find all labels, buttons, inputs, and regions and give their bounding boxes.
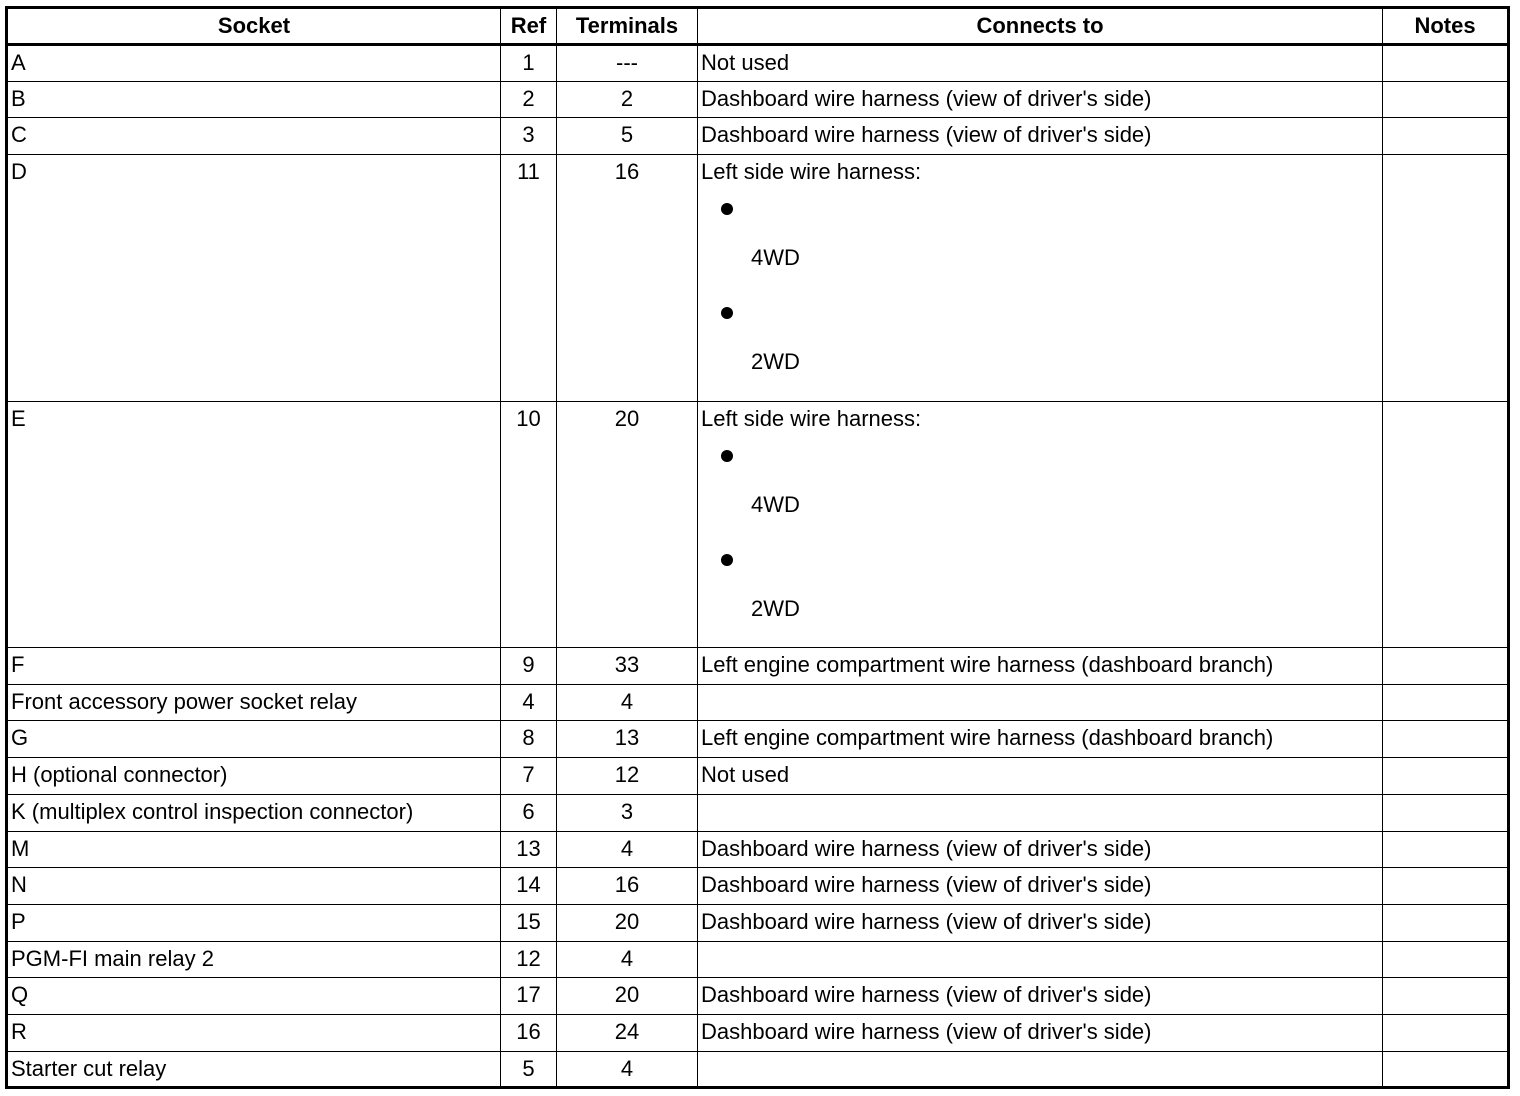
header-terminals: Terminals (557, 8, 698, 45)
terminals-cell: 24 (557, 1014, 698, 1051)
notes-cell (1383, 831, 1509, 868)
terminals-cell: 4 (557, 1051, 698, 1088)
notes-cell (1383, 721, 1509, 758)
notes-cell (1383, 45, 1509, 82)
header-ref: Ref (501, 8, 557, 45)
bullet-item (701, 540, 1379, 644)
notes-cell (1383, 648, 1509, 685)
table-row (7, 45, 1509, 82)
terminals-cell: 13 (557, 721, 698, 758)
connects-to-cell (698, 401, 1383, 648)
connects-to-cell (698, 684, 1383, 721)
table-row (7, 648, 1509, 685)
terminals-cell: --- (557, 45, 698, 82)
bullet-dot-icon (721, 450, 733, 462)
bullet-dot-icon (721, 307, 733, 319)
socket-cell: N (7, 868, 501, 905)
socket-cell: E (7, 401, 501, 648)
header-connects-to: Connects to (698, 8, 1383, 45)
notes-cell (1383, 401, 1509, 648)
table-row (7, 118, 1509, 155)
ref-cell: 15 (501, 904, 557, 941)
notes-cell (1383, 904, 1509, 941)
socket-cell: D (7, 155, 501, 402)
ref-cell: 7 (501, 758, 557, 795)
terminals-cell: 2 (557, 81, 698, 118)
connects-to-cell: Dashboard wire harness (view of driver's side) (698, 978, 1383, 1015)
ref-cell: 14 (501, 868, 557, 905)
ref-cell: 8 (501, 721, 557, 758)
bullet-label: 2WD (751, 349, 800, 375)
terminals-cell: 20 (557, 978, 698, 1015)
table-row (7, 1014, 1509, 1051)
ref-cell: 1 (501, 45, 557, 82)
table-row (7, 831, 1509, 868)
table-row (7, 794, 1509, 831)
connects-to-cell: Left engine compartment wire harness (dashboard branch) (698, 721, 1383, 758)
socket-cell: M (7, 831, 501, 868)
terminals-cell: 5 (557, 118, 698, 155)
socket-cell: H (optional connector) (7, 758, 501, 795)
terminals-cell: 20 (557, 904, 698, 941)
ref-cell: 16 (501, 1014, 557, 1051)
bullet-dot-icon (721, 203, 733, 215)
ref-cell: 5 (501, 1051, 557, 1088)
table-row (7, 758, 1509, 795)
socket-table (5, 6, 1510, 1089)
socket-cell: B (7, 81, 501, 118)
socket-cell: F (7, 648, 501, 685)
connects-to-cell (698, 941, 1383, 978)
notes-cell (1383, 978, 1509, 1015)
notes-cell (1383, 1014, 1509, 1051)
ref-cell: 4 (501, 684, 557, 721)
table-row (7, 684, 1509, 721)
table-row (7, 1051, 1509, 1088)
header-row (7, 8, 1509, 45)
bullet-item (701, 189, 1379, 293)
table-row (7, 941, 1509, 978)
connects-to-cell: Dashboard wire harness (view of driver's side) (698, 831, 1383, 868)
terminals-cell: 12 (557, 758, 698, 795)
connects-to-cell: Dashboard wire harness (view of driver's side) (698, 118, 1383, 155)
notes-cell (1383, 1051, 1509, 1088)
terminals-cell: 16 (557, 155, 698, 402)
connects-to-cell (698, 794, 1383, 831)
notes-cell (1383, 941, 1509, 978)
table-row (7, 868, 1509, 905)
socket-cell: A (7, 45, 501, 82)
ref-cell: 13 (501, 831, 557, 868)
bullet-item (701, 293, 1379, 397)
connects-to-cell (698, 1051, 1383, 1088)
socket-cell: K (multiplex control inspection connector) (7, 794, 501, 831)
table-row (7, 81, 1509, 118)
socket-cell: Q (7, 978, 501, 1015)
ref-cell: 11 (501, 155, 557, 402)
terminals-cell: 4 (557, 941, 698, 978)
notes-cell (1383, 868, 1509, 905)
bullet-label: 4WD (751, 245, 800, 271)
connects-to-cell: Dashboard wire harness (view of driver's side) (698, 868, 1383, 905)
terminals-cell: 20 (557, 401, 698, 648)
connects-to-cell: Not used (698, 45, 1383, 82)
notes-cell (1383, 684, 1509, 721)
terminals-cell: 33 (557, 648, 698, 685)
bullet-dot-icon (721, 554, 733, 566)
socket-cell: Front accessory power socket relay (7, 684, 501, 721)
bullet-item (701, 436, 1379, 540)
connects-to-cell: Dashboard wire harness (view of driver's side) (698, 1014, 1383, 1051)
connects-to-cell: Not used (698, 758, 1383, 795)
socket-cell: Starter cut relay (7, 1051, 501, 1088)
socket-cell: R (7, 1014, 501, 1051)
notes-cell (1383, 155, 1509, 402)
socket-cell: PGM-FI main relay 2 (7, 941, 501, 978)
header-socket: Socket (7, 8, 501, 45)
socket-cell: G (7, 721, 501, 758)
ref-cell: 17 (501, 978, 557, 1015)
ref-cell: 10 (501, 401, 557, 648)
table-row (7, 401, 1509, 648)
connects-to-cell (698, 155, 1383, 402)
table-row (7, 721, 1509, 758)
notes-cell (1383, 758, 1509, 795)
terminals-cell: 4 (557, 831, 698, 868)
notes-cell (1383, 794, 1509, 831)
table-body (7, 45, 1509, 1088)
bullet-label: 4WD (751, 491, 800, 517)
notes-cell (1383, 81, 1509, 118)
table-row (7, 155, 1509, 402)
notes-cell (1383, 118, 1509, 155)
ref-cell: 9 (501, 648, 557, 685)
ref-cell: 12 (501, 941, 557, 978)
connects-to-text: Left side wire harness: (701, 405, 922, 431)
socket-cell: C (7, 118, 501, 155)
ref-cell: 2 (501, 81, 557, 118)
table-row (7, 978, 1509, 1015)
ref-cell: 3 (501, 118, 557, 155)
bullet-label: 2WD (751, 595, 800, 621)
connects-to-text: Left side wire harness: (701, 159, 922, 185)
header-notes: Notes (1383, 8, 1509, 45)
table-row (7, 904, 1509, 941)
socket-cell: P (7, 904, 501, 941)
ref-cell: 6 (501, 794, 557, 831)
terminals-cell: 16 (557, 868, 698, 905)
connects-to-cell: Left engine compartment wire harness (dashboard branch) (698, 648, 1383, 685)
connects-to-cell: Dashboard wire harness (view of driver's side) (698, 904, 1383, 941)
connects-to-cell: Dashboard wire harness (view of driver's side) (698, 81, 1383, 118)
terminals-cell: 3 (557, 794, 698, 831)
terminals-cell: 4 (557, 684, 698, 721)
